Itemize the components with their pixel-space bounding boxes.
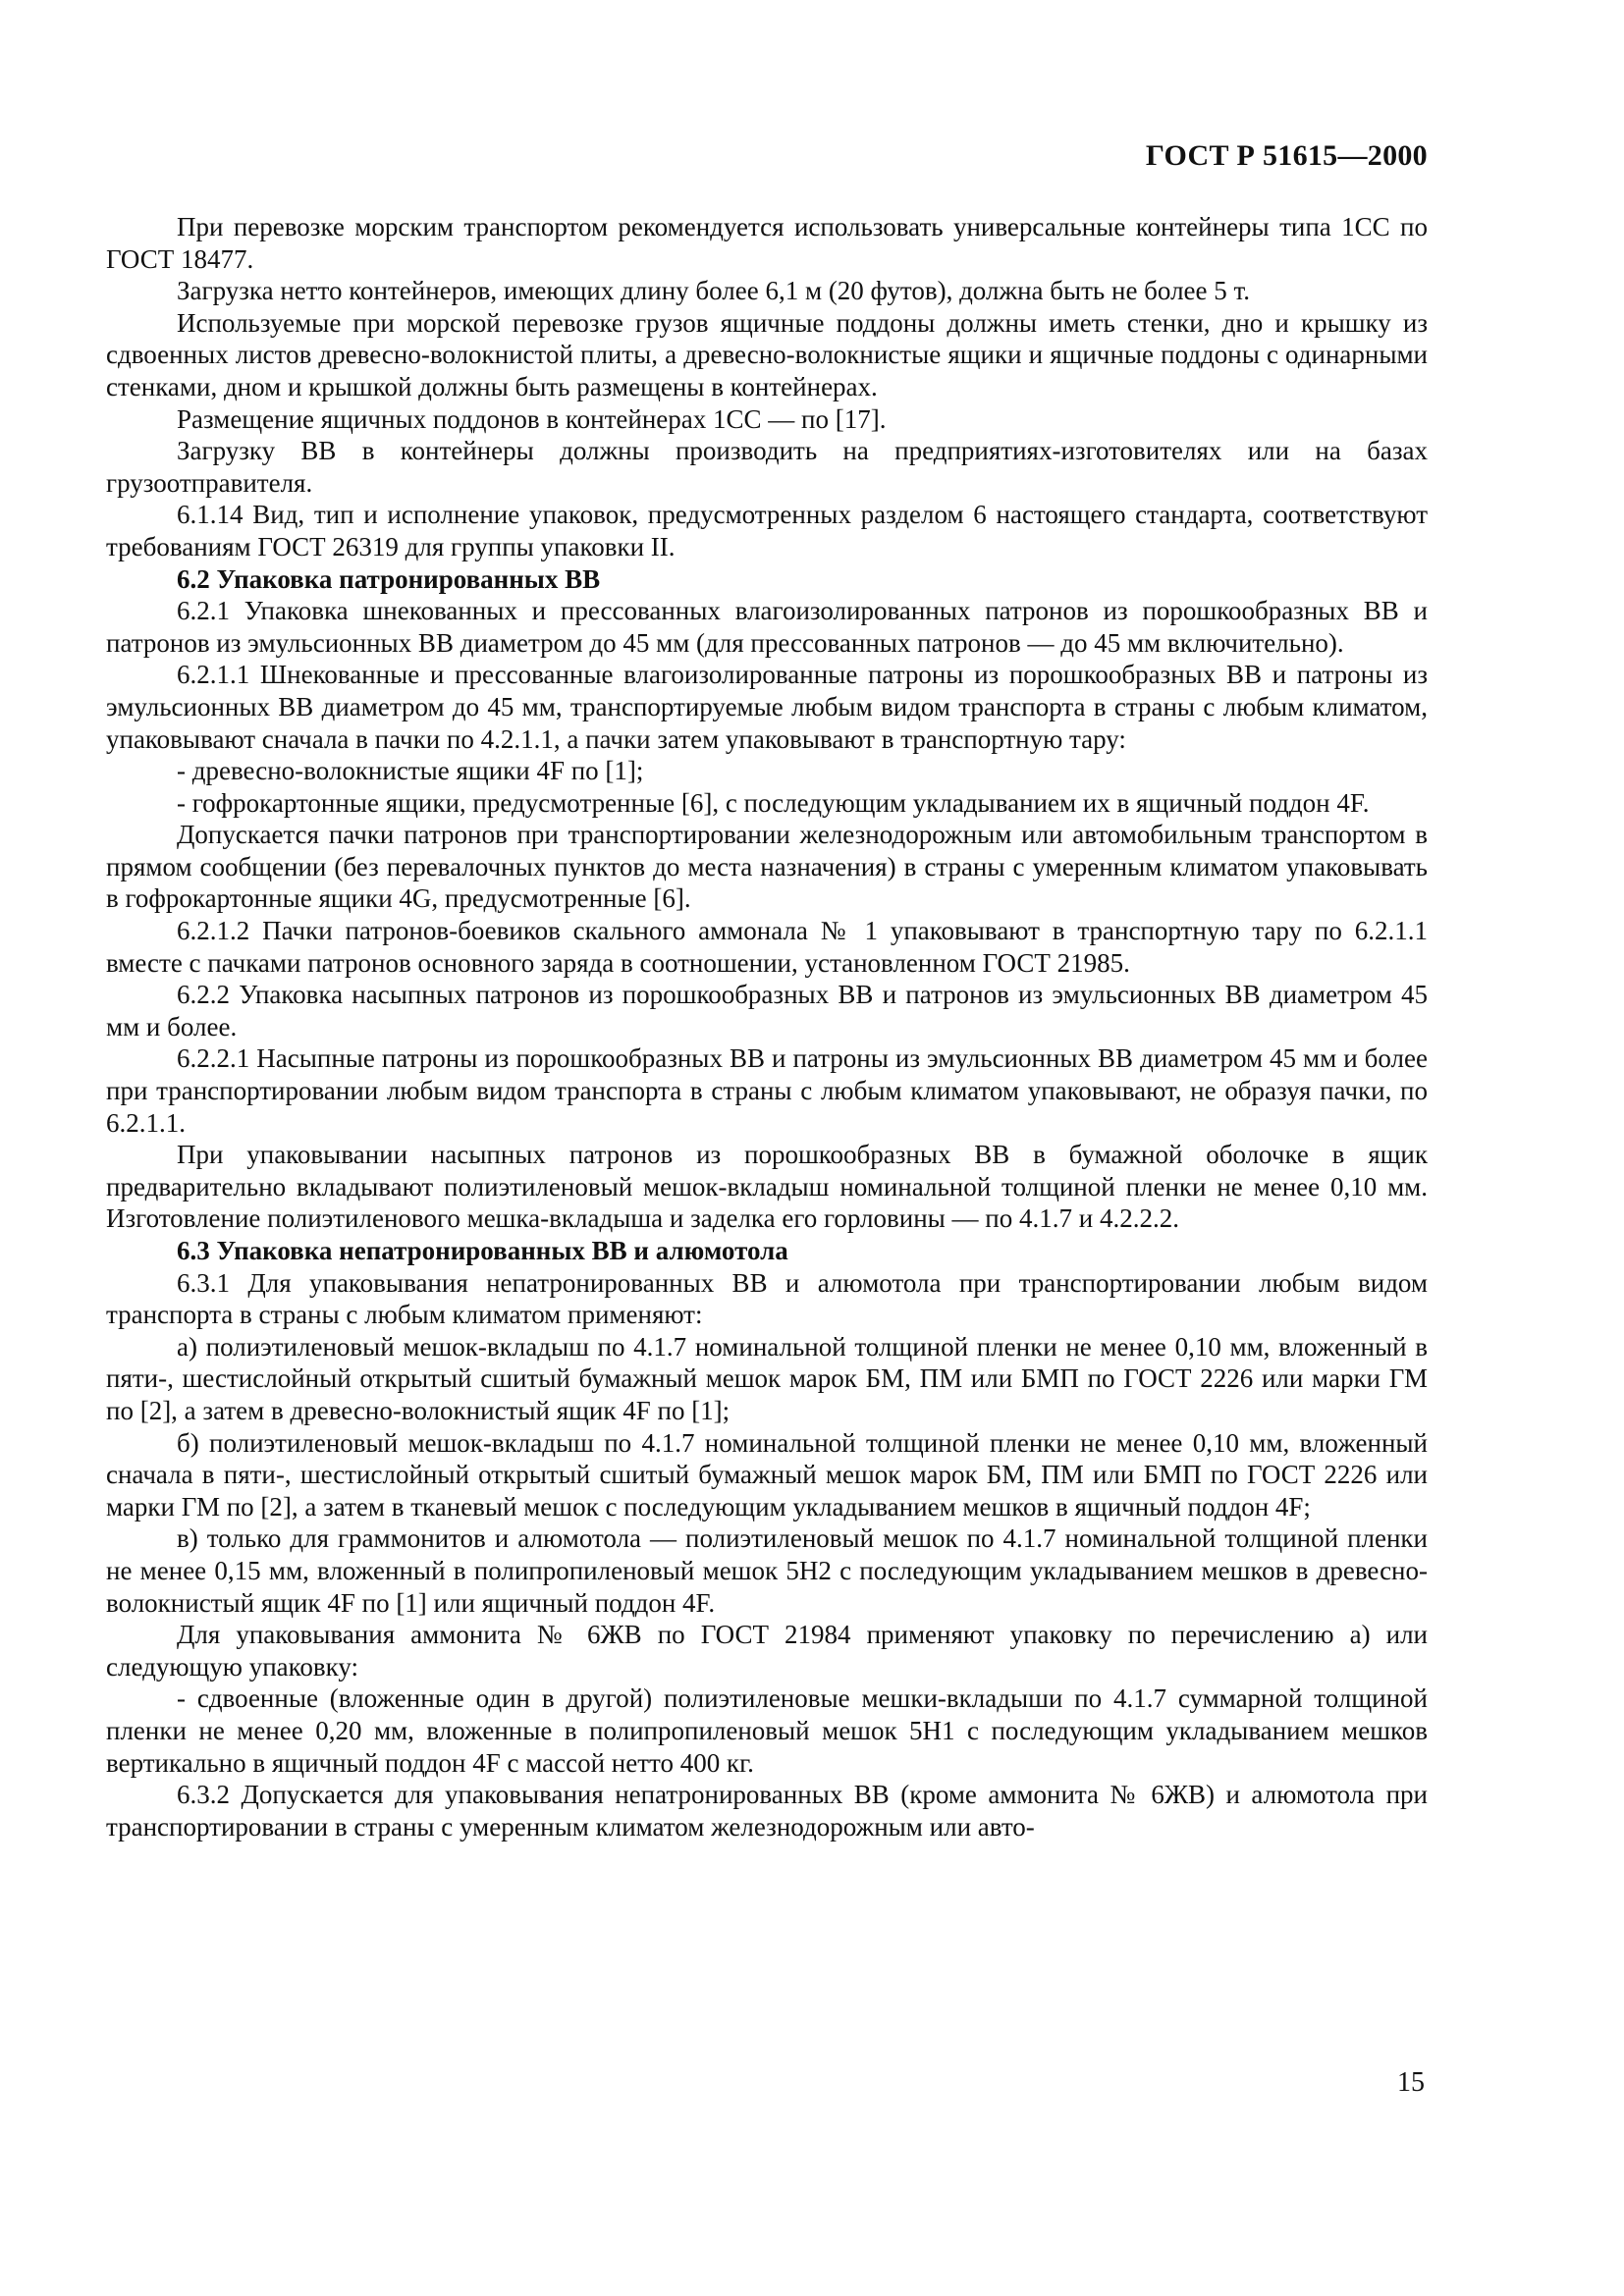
paragraph-placement: Размещение ящичных поддонов в контейнерах 1СС — по [17]. — [177, 403, 887, 434]
list-item-double-bags: - сдвоенные (вложенные один в другой) полиэтиленовые мешки-вкладыши по 4.1.7 суммарной толщиной пленки не менее 0,20 мм, вложенные в полипропиленовый мешок 5Н1 с последующим укладыванием мешков вертикально в ящичный поддон 4F с массой нетто 400 кг. — [106, 1683, 1428, 1778]
paragraph-pallets: Используемые при морской перевозке грузов ящичные поддоны должны иметь стенки, дно и крышку из сдвоенных листов древесно-волокнистой плиты, а древесно-волокнистые ящики и ящичные поддоны с одинарными стенками, дном и крышкой должны быть размещены в контейнерах. — [106, 307, 1428, 401]
paragraph-ammonite: Для упаковывания аммонита № 6ЖВ по ГОСТ 21984 применяют упаковку по перечислению а) или следующую упаковку: — [106, 1620, 1428, 1682]
section-heading-6-2: 6.2 Упаковка патронированных ВВ — [177, 563, 601, 594]
paragraph-bulk-packing: При упаковывании насыпных патронов из порошкообразных ВВ в бумажной оболочке в ящик предварительно вкладывают полиэтиленовый мешок-вкладыш номинальной толщиной пленки не менее 0,10 мм. Изготовление полиэтиленового мешка-вкладыша и заделка его горловины — по 4.1.7 и 4.2.2.2. — [106, 1140, 1428, 1234]
paragraph-6-2-2: 6.2.2 Упаковка насыпных патронов из порошкообразных ВВ и патронов из эмульсионных ВВ диаметром 45 мм и более. — [106, 980, 1428, 1041]
paragraph-6-2-1-2: 6.2.1.2 Пачки патронов-боевиков скального аммонала № 1 упаковывают в транспортную тару по 6.2.1.1 вместе с пачками патронов основного заряда в соотношении, установленном ГОСТ 21985. — [106, 916, 1428, 978]
list-item-v: в) только для граммонитов и алюмотола — полиэтиленовый мешок по 4.1.7 номинальной толщиной пленки не менее 0,15 мм, вложенный в полипропиленовый мешок 5Н2 с последующим укладыванием мешков в древесно-волокнистый ящик 4F по [1] или ящичный поддон 4F. — [106, 1523, 1428, 1618]
page-number: 15 — [1397, 2067, 1425, 2098]
paragraph-sea-transport: При перевозке морским транспортом рекомендуется использовать универсальные контейнеры типа 1СС по ГОСТ 18477. — [106, 212, 1428, 274]
document-code-header: ГОСТ Р 51615—2000 — [1145, 139, 1428, 172]
document-body — [106, 211, 1428, 1842]
paragraph-6-2-2-1: 6.2.2.1 Насыпные патроны из порошкообразных ВВ и патроны из эмульсионных ВВ диаметром 45 мм и более при транспортировании любым видом транспорта в страны с любым климатом упаковывают, не образуя пачки, по 6.2.1.1. — [106, 1043, 1428, 1138]
paragraph-6-2-1-1: 6.2.1.1 Шнекованные и прессованные влагоизолированные патроны из порошкообразных ВВ и патроны из эмульсионных ВВ диаметром до 45 мм, транспортируемые любым видом транспорта в страны с любым климатом, упаковывают сначала в пачки по 4.2.1.1, а пачки затем упаковывают в транспортную тару: — [106, 660, 1428, 754]
list-item-fiberboard-boxes: - древесно-волокнистые ящики 4F по [1]; — [177, 756, 644, 786]
section-heading-6-3: 6.3 Упаковка непатронированных ВВ и алюмотола — [177, 1236, 788, 1265]
paragraph-6-1-14: 6.1.14 Вид, тип и исполнение упаковок, предусмотренных разделом 6 настоящего стандарта, соответствуют требованиям ГОСТ 26319 для группы упаковки II. — [106, 500, 1428, 561]
list-item-b: б) полиэтиленовый мешок-вкладыш по 4.1.7 номинальной толщиной пленки не менее 0,10 мм, вложенный сначала в пяти-, шестислойный открытый сшитый бумажный мешок марок БМ, ПМ или БМП по ГОСТ 2226 или марки ГМ по [2], а затем в тканевый мешок с последующим укладыванием мешков в ящичный поддон 4F; — [106, 1427, 1428, 1522]
paragraph-container-load: Загрузка нетто контейнеров, имеющих длину более 6,1 м (20 футов), должна быть не более 5 т. — [177, 276, 1251, 306]
list-item-a: а) полиэтиленовый мешок-вкладыш по 4.1.7 номинальной толщиной пленки не менее 0,10 мм, вложенный в пяти-, шестислойный открытый сшитый бумажный мешок марок БМ, ПМ или БМП по ГОСТ 2226 или марки ГМ по [2], а затем в древесно-волокнистый ящик 4F по [1]; — [106, 1331, 1428, 1425]
paragraph-6-3-2: 6.3.2 Допускается для упаковывания непатронированных ВВ (кроме аммонита № 6ЖВ) и алюмотола при транспортировании в страны с умеренным климатом железнодорожным или авто- — [106, 1780, 1428, 1842]
list-item-corrugated-boxes: - гофрокартонные ящики, предусмотренные [6], с последующим укладыванием их в ящичный поддон 4F. — [177, 787, 1370, 818]
paragraph-loading: Загрузку ВВ в контейнеры должны производить на предприятиях-изготовителях или на базах грузоотправителя. — [106, 436, 1428, 498]
paragraph-6-3-1: 6.3.1 Для упаковывания непатронированных ВВ и алюмотола при транспортировании любым видом транспорта в страны с любым климатом применяют: — [106, 1267, 1428, 1330]
paragraph-allowance: Допускается пачки патронов при транспортировании железнодорожным или автомобильным транспортом в прямом сообщении (без перевалочных пунктов до места назначения) в страны с умеренным климатом упаковывать в гофрокартонные ящики 4G, предусмотренные [6]. — [106, 820, 1428, 914]
paragraph-6-2-1: 6.2.1 Упаковка шнекованных и прессованных влагоизолированных патронов из порошкообразных ВВ и патронов из эмульсионных ВВ диаметром до 45 мм (для прессованных патронов — до 45 мм включительно). — [106, 596, 1428, 658]
